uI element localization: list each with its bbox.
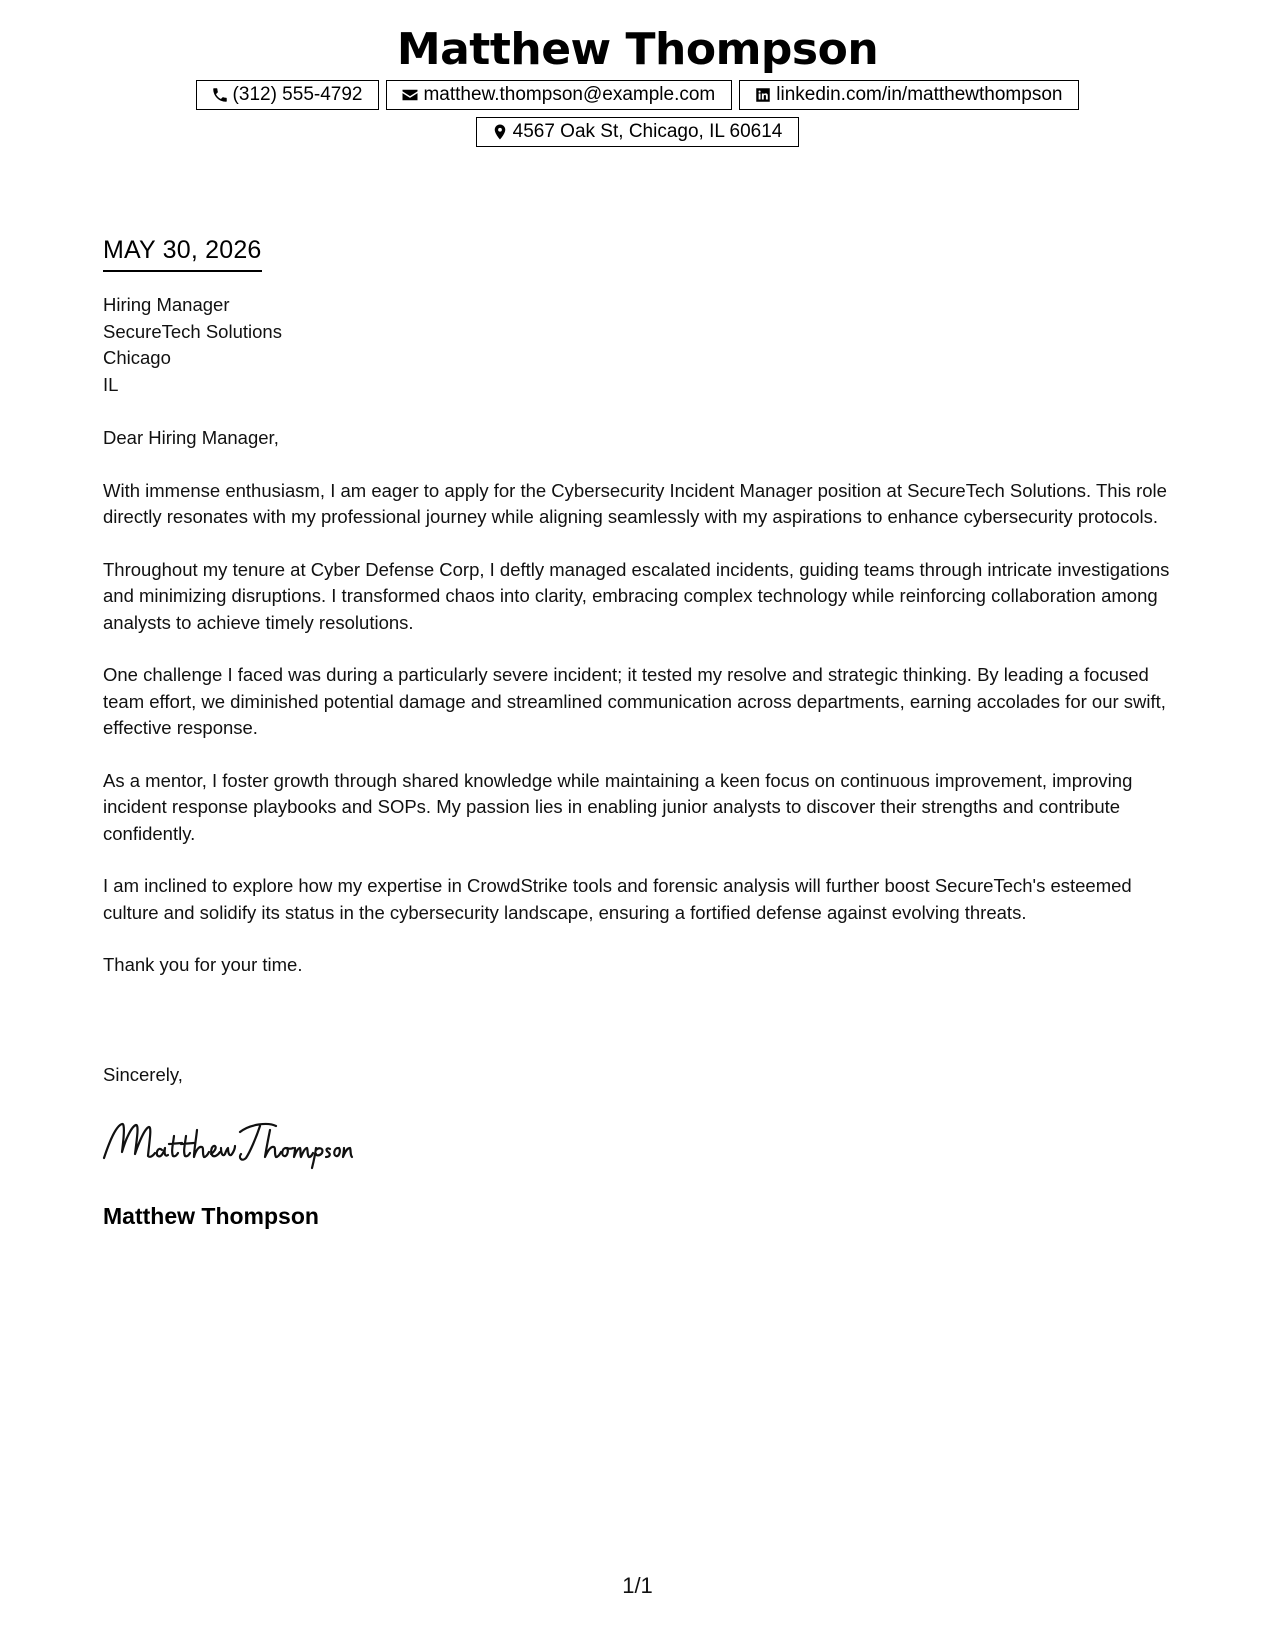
- email-contact[interactable]: [386, 80, 732, 110]
- phone-icon: [211, 86, 229, 104]
- signature-drawing: [100, 1114, 362, 1170]
- linkedin-icon: [754, 86, 772, 104]
- phone-text: (312) 555-4792: [232, 84, 363, 105]
- contact-row-primary: [0, 80, 1275, 110]
- body-paragraph: One challenge I faced was during a particularly severe incident; it tested my resolve and strategic thinking. By leading a focused team effort, we diminished potential damage and streamlined communication across departments, earning accolades for our swift, effective response.: [103, 664, 1166, 738]
- recipient-state: IL: [103, 373, 119, 395]
- letter-date: MAY 30, 2026: [103, 234, 262, 272]
- body-paragraph: With immense enthusiasm, I am eager to apply for the Cybersecurity Incident Manager position at SecureTech Solutions. This role directly resonates with my professional journey while aligning seamlessly with my aspirations to enhance cybersecurity protocols.: [103, 479, 1167, 527]
- email-text: matthew.thompson@example.com: [423, 84, 716, 105]
- thank-you-line: Thank you for your time.: [103, 954, 303, 975]
- linkedin-text: linkedin.com/in/matthewthompson: [776, 84, 1063, 105]
- applicant-name-heading: Matthew Thompson: [396, 24, 879, 75]
- address-contact: [476, 117, 800, 147]
- handwritten-signature: [100, 1114, 362, 1170]
- closing-line: Sincerely,: [103, 1064, 183, 1085]
- recipient-city: Chicago: [103, 347, 171, 368]
- map-marker-icon: [491, 123, 509, 141]
- page-number: 1/1: [622, 1573, 653, 1598]
- address-text: 4567 Oak St, Chicago, IL 60614: [512, 121, 783, 142]
- body-paragraph: Throughout my tenure at Cyber Defense Corp, I deftly managed escalated incidents, guiding teams through intricate investigations and minimizing disruptions. I transformed chaos into clarity, embracing complex technology while reinforcing collaboration among analysts to achieve timely resolutions.: [103, 558, 1170, 633]
- signer-name: Matthew Thompson: [103, 1203, 319, 1229]
- envelope-icon: [401, 86, 419, 104]
- body-paragraph: As a mentor, I foster growth through shared knowledge while maintaining a keen focus on continuous improvement, improving incident response playbooks and SOPs. My passion lies in enabling junior analysts to discover their strengths and contribute confidently.: [103, 769, 1133, 844]
- linkedin-contact[interactable]: [739, 80, 1079, 110]
- recipient-title: Hiring Manager: [103, 294, 230, 315]
- salutation: Dear Hiring Manager,: [103, 427, 279, 448]
- recipient-company: SecureTech Solutions: [103, 320, 282, 342]
- body-paragraph: I am inclined to explore how my expertise in CrowdStrike tools and forensic analysis will further boost SecureTech's esteemed culture and solidify its status in the cybersecurity landscape, ensuring a fortified defense against evolving threats.: [103, 875, 1132, 923]
- phone-contact[interactable]: [196, 80, 380, 110]
- letter-body: [103, 425, 1173, 1005]
- recipient-block: [103, 292, 282, 398]
- contact-row-secondary: [0, 117, 1275, 147]
